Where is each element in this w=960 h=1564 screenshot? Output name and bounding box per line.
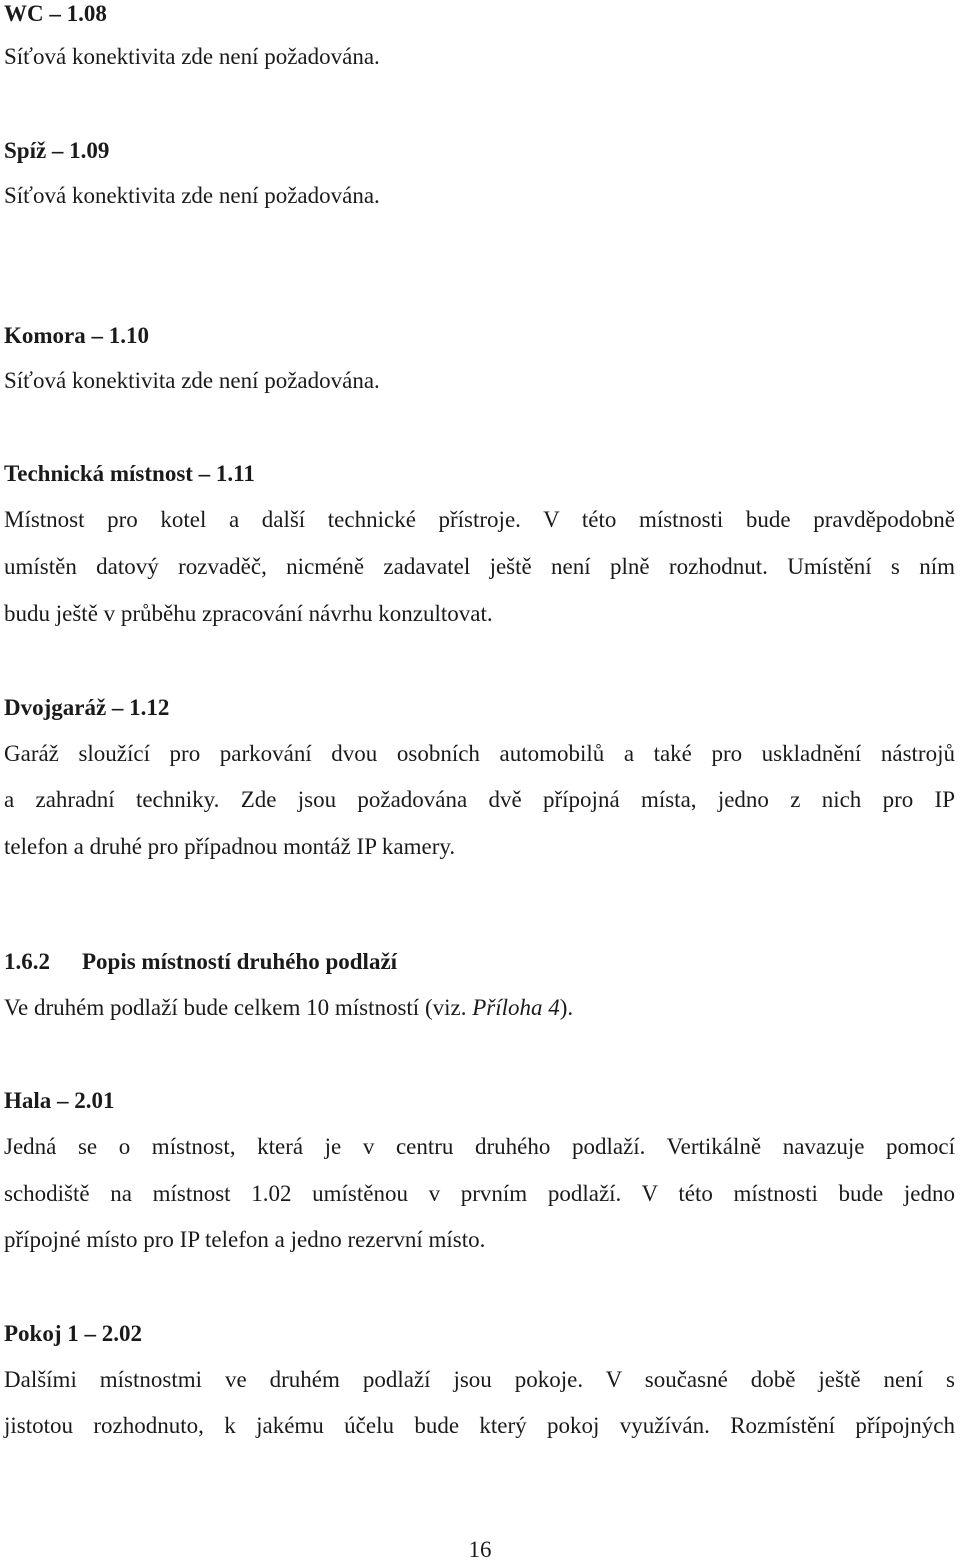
room-text: Místnost pro kotel a další technické přístroje. V této místnosti bude pravděpodobně [4,507,955,532]
subsection-number: 1.6.2 [4,949,50,974]
intro-text: Ve druhém podlaží bude celkem 10 místností (viz. [4,995,473,1020]
room-heading: Dvojgaráž – 1.12 [4,695,170,720]
room-text: Síťová konektivita zde není požadována. [4,368,380,393]
room-text: a zahradní techniky. Zde jsou požadována dvě přípojná místa, jedno z nich pro IP [4,787,955,812]
room-text: Dalšími místnostmi ve druhém podlaží jsou pokoje. V současné době ještě není s [4,1367,955,1392]
room-heading: Pokoj 1 – 2.02 [4,1321,142,1346]
room-text: Jedná se o místnost, která je v centru druhého podlaží. Vertikálně navazuje pomocí [4,1134,955,1159]
page-number: 16 [468,1537,492,1562]
room-text: umístěn datový rozvaděč, nicméně zadavatel ještě není plně rozhodnut. Umístění s ním [4,554,955,579]
subsection-title: Popis místností druhého podlaží [82,949,398,974]
room-heading: WC – 1.08 [4,1,107,26]
room-heading: Spíž – 1.09 [4,138,110,163]
room-heading: Hala – 2.01 [4,1088,115,1113]
room-text: budu ještě v průběhu zpracování návrhu konzultovat. [4,601,493,626]
room-text: telefon a druhé pro případnou montáž IP kamery. [4,834,456,859]
room-text: Síťová konektivita zde není požadována. [4,183,380,208]
room-text: jistotou rozhodnuto, k jakému účelu bude který pokoj využíván. Rozmístění přípojných [4,1413,955,1438]
room-heading: Komora – 1.10 [4,323,150,348]
room-text: schodiště na místnost 1.02 umístěnou v prvním podlaží. V této místnosti bude jedno [4,1181,955,1206]
intro-text-end: ). [559,995,574,1020]
room-text: Síťová konektivita zde není požadována. [4,44,380,69]
subsection-intro [4,994,573,1022]
appendix-reference: Příloha 4 [472,995,560,1020]
room-text: Garáž sloužící pro parkování dvou osobních automobilů a také pro uskladnění nástrojů [4,741,955,766]
room-text: přípojné místo pro IP telefon a jedno rezervní místo. [4,1227,486,1252]
subsection-heading [4,948,397,976]
room-heading: Technická místnost – 1.11 [4,461,255,486]
